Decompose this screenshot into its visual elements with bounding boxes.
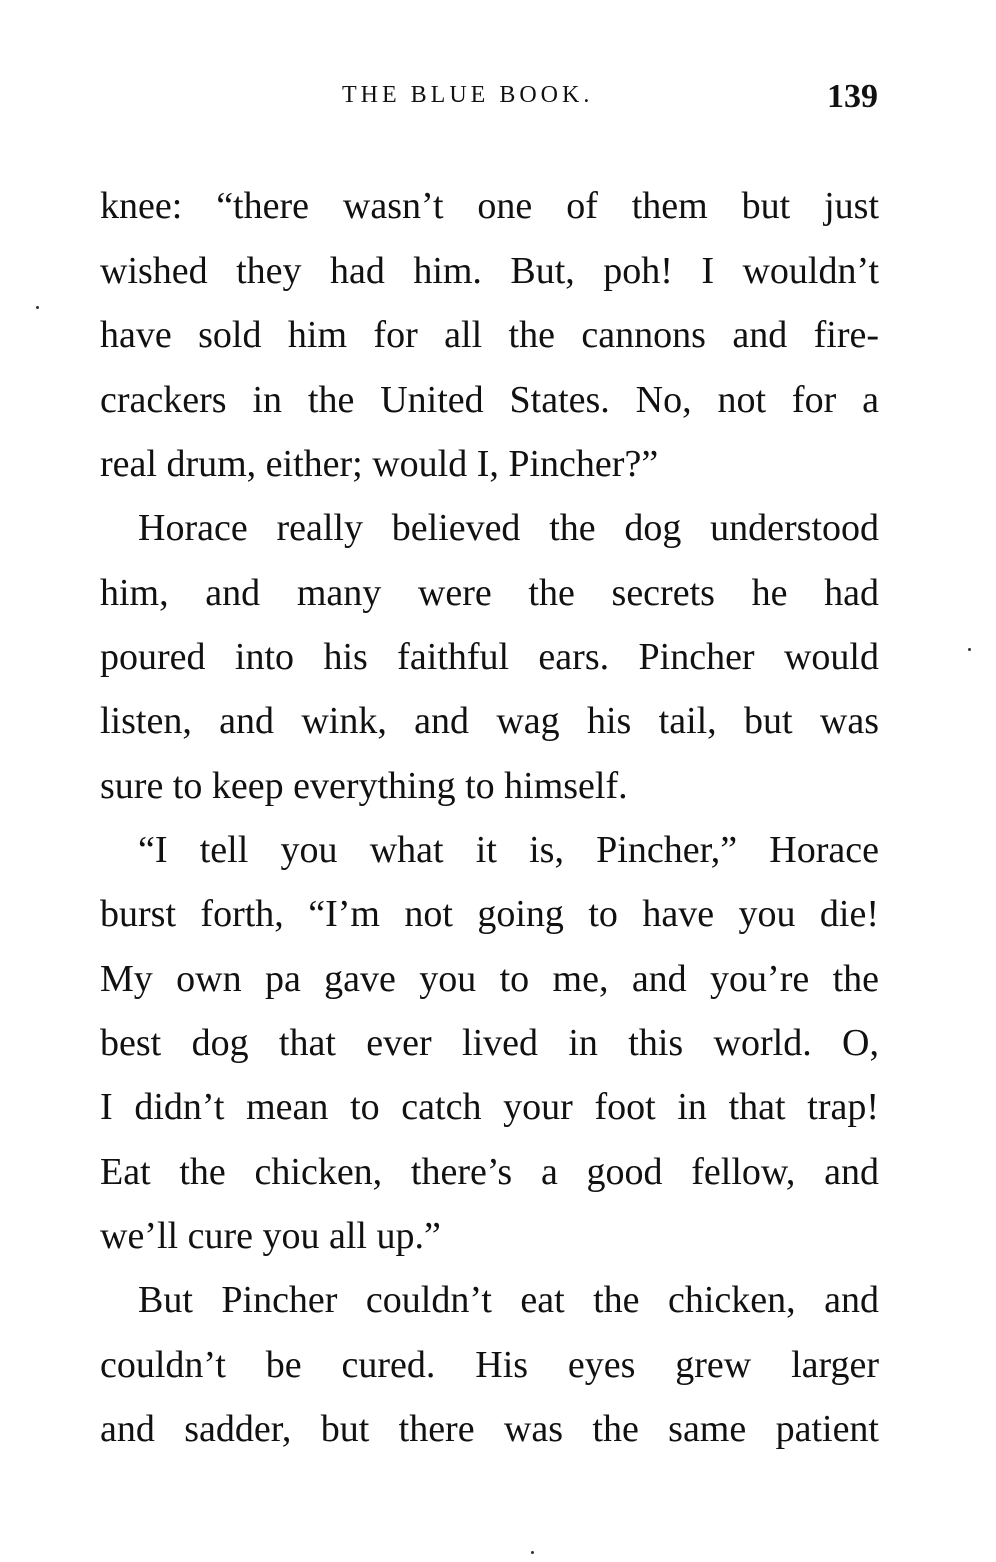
text-line: burst forth, “I’m not going to have you die! — [100, 893, 879, 935]
text-line: knee: “there wasn’t one of them but just — [100, 185, 879, 227]
text-line: we’ll cure you all up.” — [100, 1215, 441, 1257]
text-line: him, and many were the secrets he had — [100, 572, 879, 614]
text-line: wished they had him. But, poh! I wouldn’t — [100, 250, 879, 292]
text-line: poured into his faithful ears. Pincher would — [100, 636, 879, 678]
text-line: My own pa gave you to me, and you’re the — [100, 958, 879, 1000]
text-line: and sadder, but there was the same patient — [100, 1408, 879, 1450]
text-line: I didn’t mean to catch your foot in that trap! — [100, 1086, 879, 1128]
text-line: best dog that ever lived in this world. O, — [100, 1022, 879, 1064]
text-line: real drum, either; would I, Pincher?” — [100, 443, 659, 485]
text-line: sure to keep everything to himself. — [100, 765, 628, 807]
text-line: “I tell you what it is, Pincher,” Horace — [138, 829, 879, 871]
text-line: couldn’t be cured. His eyes grew larger — [100, 1344, 879, 1386]
text-line: listen, and wink, and wag his tail, but was — [100, 700, 879, 742]
text-line: But Pincher couldn’t eat the chicken, and — [138, 1279, 879, 1321]
text-line: Horace really believed the dog understood — [138, 507, 879, 549]
running-header — [0, 78, 996, 122]
text-line: have sold him for all the cannons and fire- — [100, 314, 879, 356]
page-number: 139 — [827, 78, 878, 115]
running-title: THE BLUE BOOK. — [342, 82, 594, 108]
scan-speck — [531, 1551, 534, 1554]
text-line: Eat the chicken, there’s a good fellow, and — [100, 1151, 879, 1193]
text-line: crackers in the United States. No, not for a — [100, 379, 879, 421]
scan-speck — [36, 306, 39, 309]
scan-speck — [968, 648, 971, 651]
